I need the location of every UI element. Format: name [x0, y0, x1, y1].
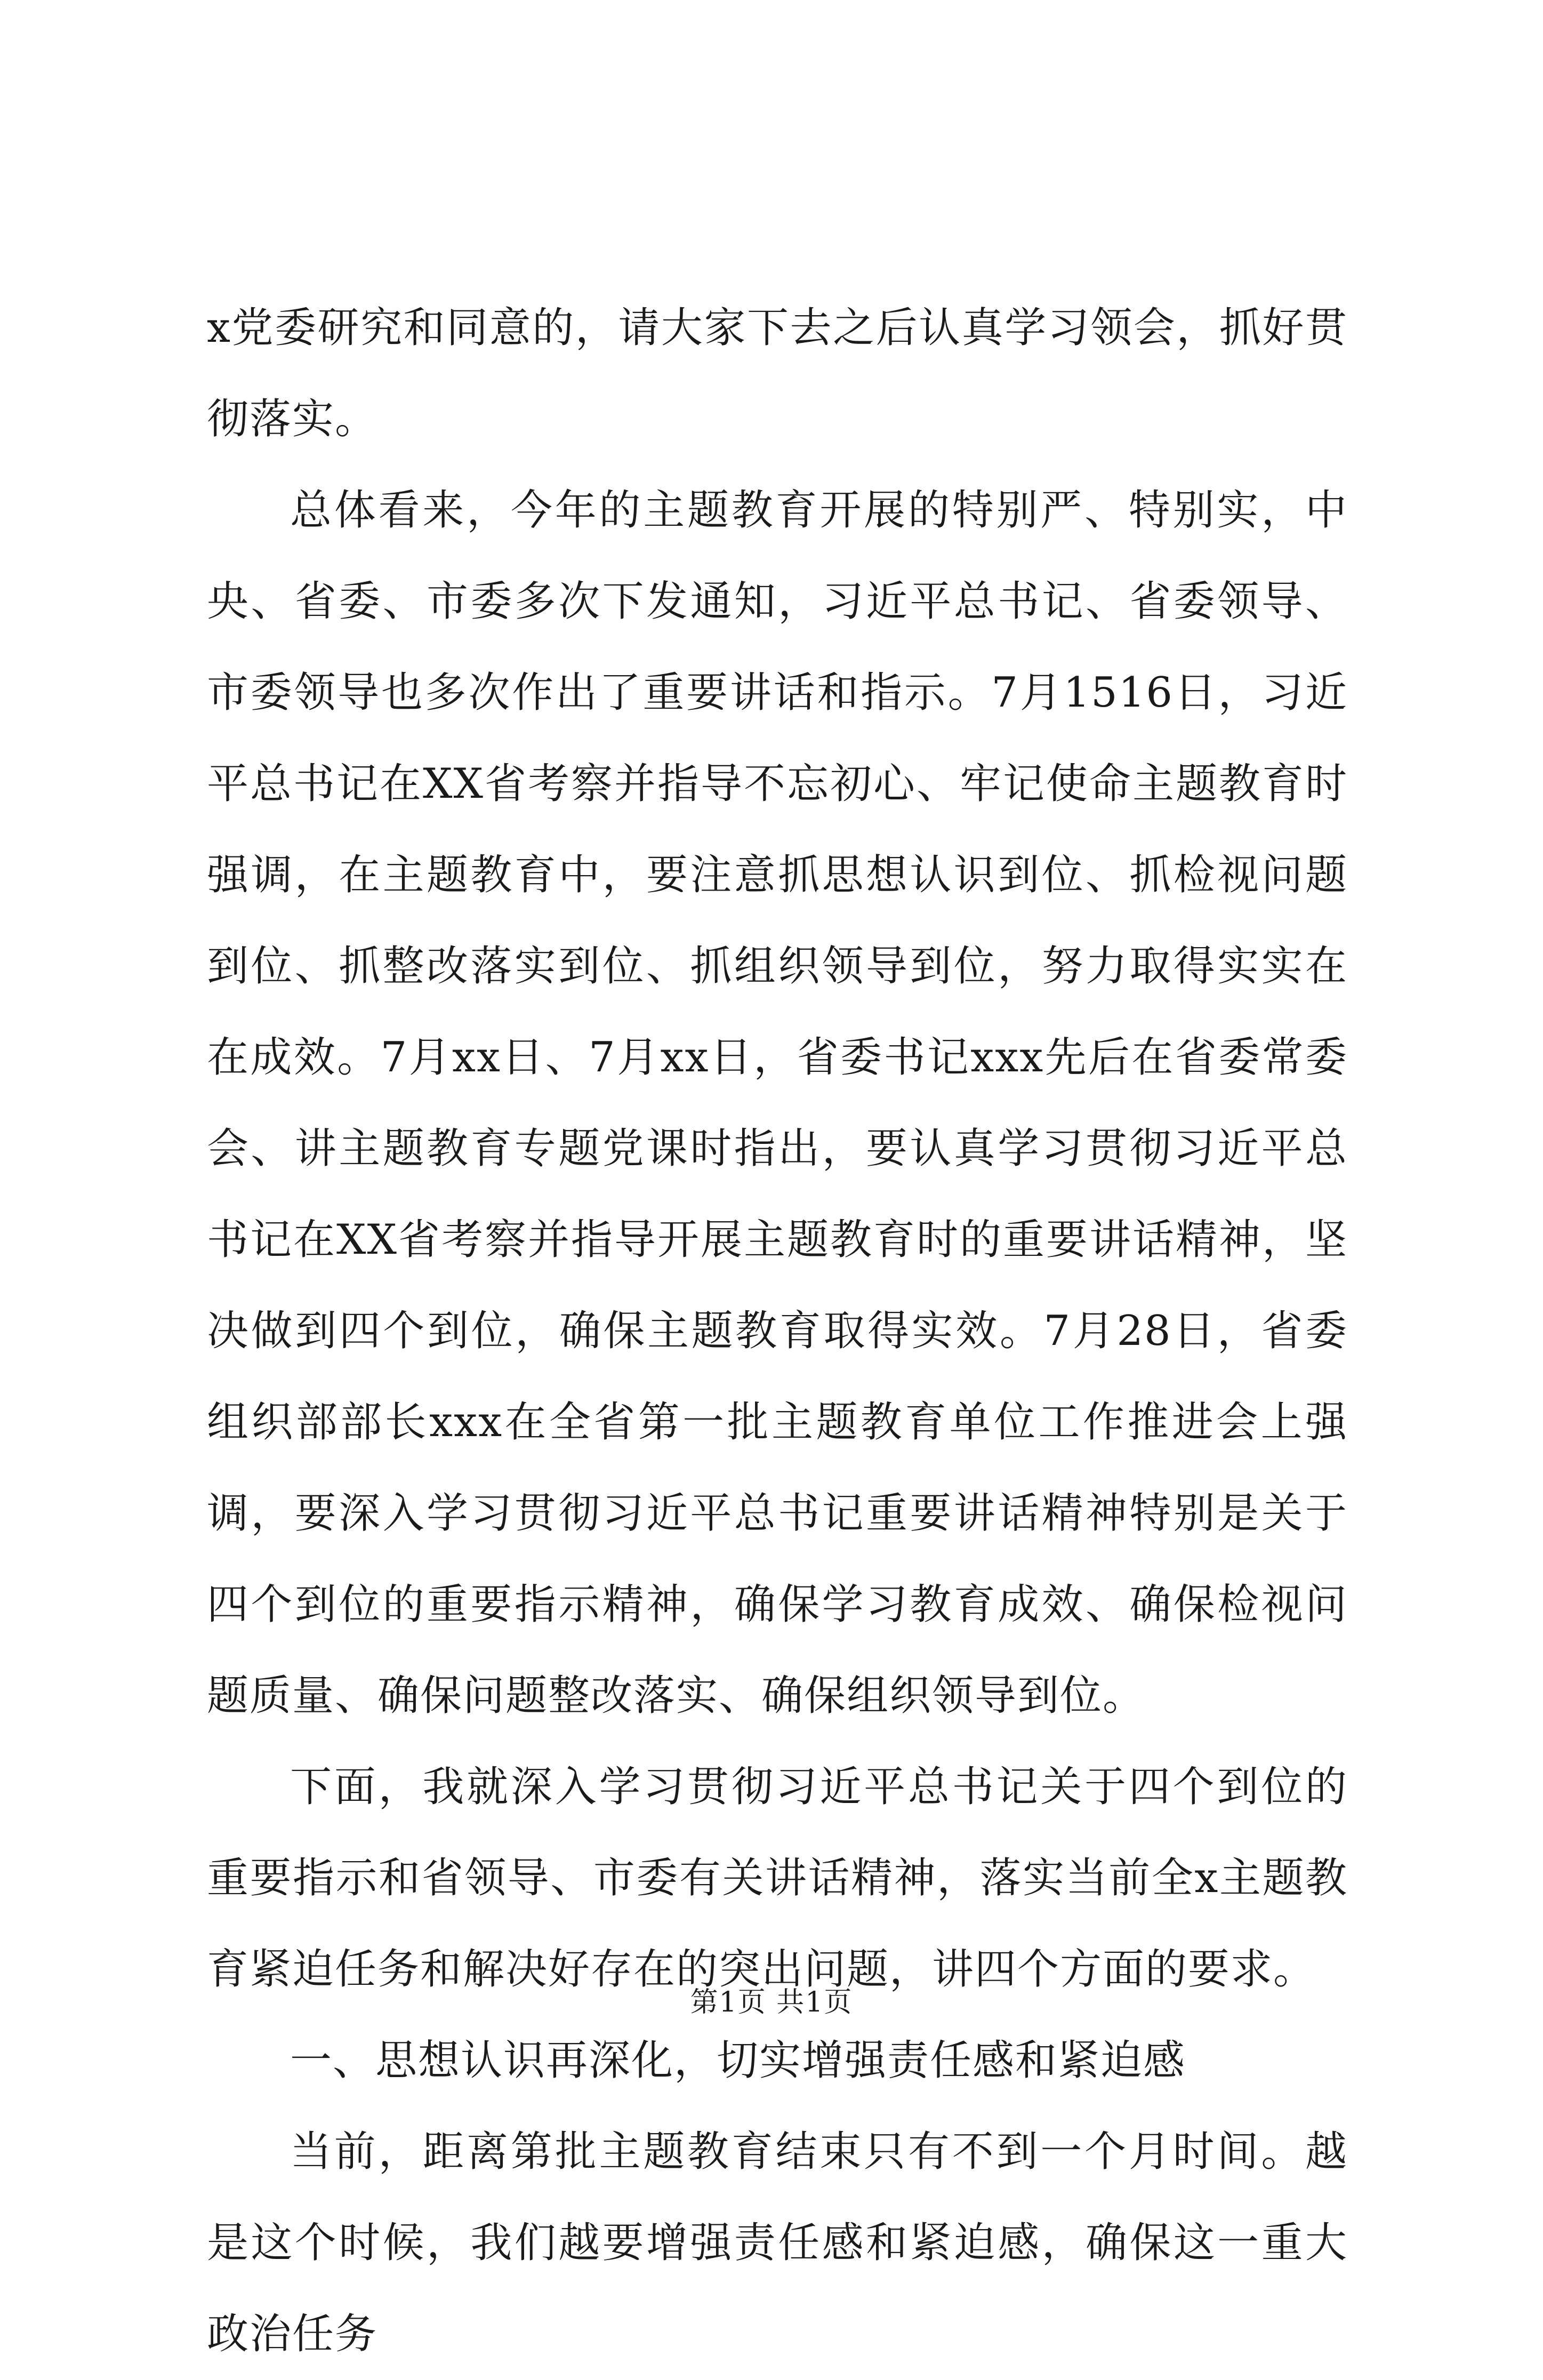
page-footer: 第1页 共1页 — [690, 1986, 853, 2018]
paragraph-1: x党委研究和同意的，请大家下去之后认真学习领会，抓好贯彻落实。 — [207, 304, 1348, 443]
paragraph-4: 当前，距离第批主题教育结束只有不到一个月时间。越是这个时候，我们越要增强责任感和紧迫感，确保这一重大政治任务 — [207, 2128, 1348, 2358]
document-body — [207, 283, 1348, 2380]
paragraph-2: 总体看来，今年的主题教育开展的特别严、特别实，中央、省委、市委多次下发通知，习近平总书记、省委领导、市委领导也多次作出了重要讲话和指示。7月1516日，习近平总书记在XX省考察并指导不忘初心、牢记使命主题教育时强调，在主题教育中，要注意抓思想认识到位、抓检视问题到位、抓整改落实到位、抓组织领导到位，努力取得实实在在成效。7月xx日、7月xx日，省委书记xxx先后在省委常委会、讲主题教育专题党课时指出，要认真学习贯彻习近平总书记在XX省考察并指导开展主题教育时的重要讲话精神，坚决做到四个到位，确保主题教育取得实效。7月28日，省委组织部部长xxx在全省第一批主题教育单位工作推进会上强调，要深入学习贯彻习近平总书记重要讲话精神特别是关于四个到位的重要指示精神，确保学习教育成效、确保检视问题质量、确保问题整改落实、确保组织领导到位。 — [207, 486, 1348, 1720]
paragraph-3: 下面，我就深入学习贯彻习近平总书记关于四个到位的重要指示和省领导、市委有关讲话精神，落实当前全x主题教育紧迫任务和解决好存在的突出问题，讲四个方面的要求。 — [207, 1763, 1348, 1993]
section-heading: 一、思想认识再深化，切实增强责任感和紧迫感 — [290, 2037, 1186, 2085]
